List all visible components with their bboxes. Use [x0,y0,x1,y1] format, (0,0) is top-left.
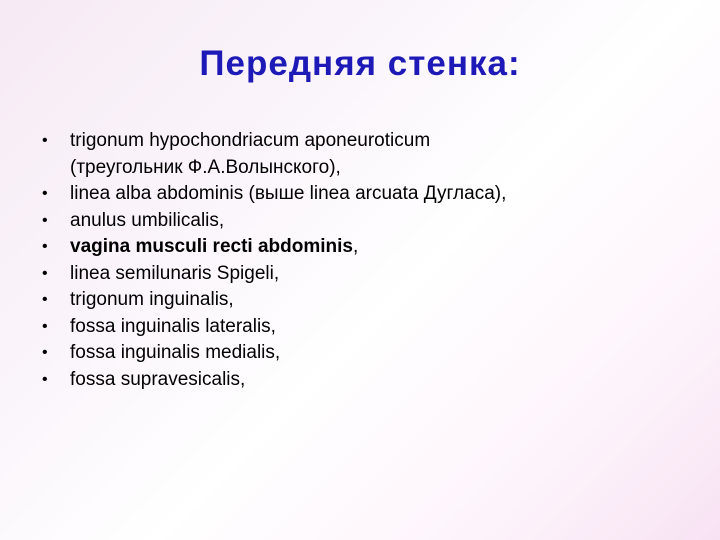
list-item [40,314,700,341]
list-item [40,181,700,208]
bullet-icon: • [42,317,48,335]
list-item [40,128,700,181]
bullet-icon: • [42,211,48,229]
list-item-text-suffix: , [352,236,359,257]
bullet-icon: • [42,370,48,388]
bullet-list [40,128,700,393]
bullet-icon: • [42,185,48,202]
bullet-icon: • [42,291,48,308]
list-item-text: linea alba abdominis (выше linea arcuata Дугласа), [70,183,507,204]
list-item-text: trigonum inguinalis, [70,289,234,310]
list-item-text: fossa inguinalis lateralis, [70,315,276,337]
list-item-text: fossa supravesicalis, [70,368,246,390]
list-item [40,261,700,288]
list-item-text: anulus umbilicalis, [70,209,225,231]
bullet-icon: • [42,344,48,361]
bullet-icon: • [42,238,48,255]
list-item [40,208,700,235]
bullet-icon: • [42,264,48,282]
list-item [40,287,700,314]
list-item [40,340,700,367]
slide-title: Передняя стенка: [199,44,521,83]
list-item-text-continuation: (треугольник Ф.А.Волынского), [70,156,341,178]
list-item-text: linea semilunaris Spigeli, [70,262,280,284]
list-item-text: fossa inguinalis medialis, [70,342,281,363]
list-item-text-bold: vagina musculi recti abdominis [70,236,353,257]
bullet-icon: • [42,132,48,149]
list-item-text: trigonum hypochondriacum aponeuroticum [70,130,431,151]
list-item [40,234,700,261]
list-item [40,367,700,394]
